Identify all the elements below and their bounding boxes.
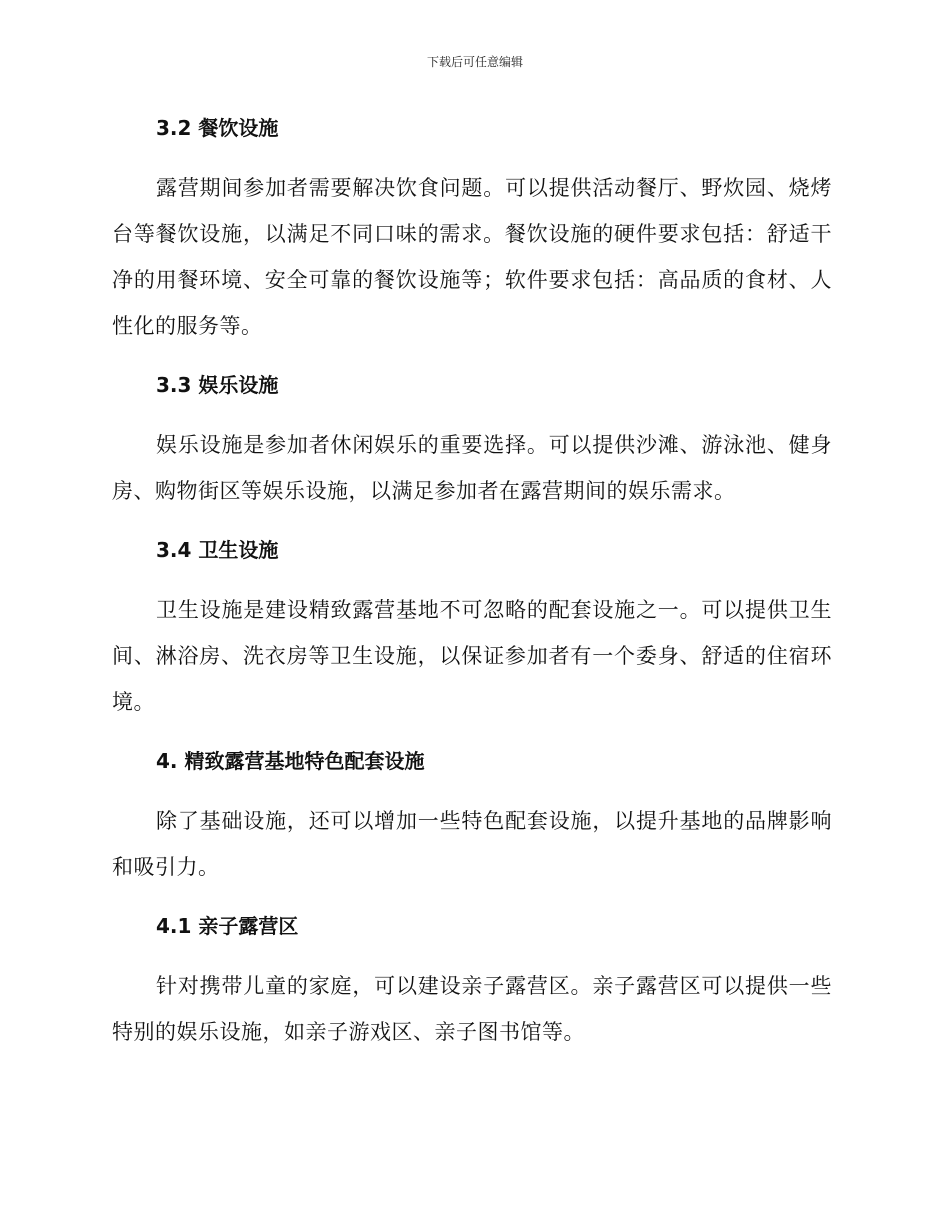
section-heading-3-4: 3.4 卫生设施: [156, 538, 279, 562]
section-paragraph-4-1: 针对携带儿童的家庭，可以建设亲子露营区。亲子露营区可以提供一些特别的娱乐设施，如亲子游戏区、亲子图书馆等。: [112, 974, 832, 1044]
section-paragraph-3-3: 娱乐设施是参加者休闲娱乐的重要选择。可以提供沙滩、游泳池、健身房、购物街区等娱乐设施，以满足参加者在露营期间的娱乐需求。: [112, 433, 832, 503]
section-heading-3-2: 3.2 餐饮设施: [156, 116, 279, 140]
document-body: [112, 106, 832, 1055]
section-heading-3-3: 3.3 娱乐设施: [156, 373, 279, 397]
page-header: 下载后可任意编辑: [426, 55, 523, 69]
section-paragraph-3-4: 卫生设施是建设精致露营基地不可忽略的配套设施之一。可以提供卫生间、淋浴房、洗衣房等卫生设施，以保证参加者有一个委身、舒适的住宿环境。: [112, 598, 832, 714]
section-paragraph-4: 除了基础设施，还可以增加一些特色配套设施，以提升基地的品牌影响和吸引力。: [112, 809, 832, 879]
section-heading-4-1: 4.1 亲子露营区: [156, 914, 299, 938]
section-heading-4: 4. 精致露营基地特色配套设施: [156, 749, 425, 773]
section-paragraph-3-2: 露营期间参加者需要解决饮食问题。可以提供活动餐厅、野炊园、烧烤台等餐饮设施，以满足不同口味的需求。餐饮设施的硬件要求包括：舒适干净的用餐环境、安全可靠的餐饮设施等；软件要求包括：高品质的食材、人性化的服务等。: [112, 176, 832, 338]
